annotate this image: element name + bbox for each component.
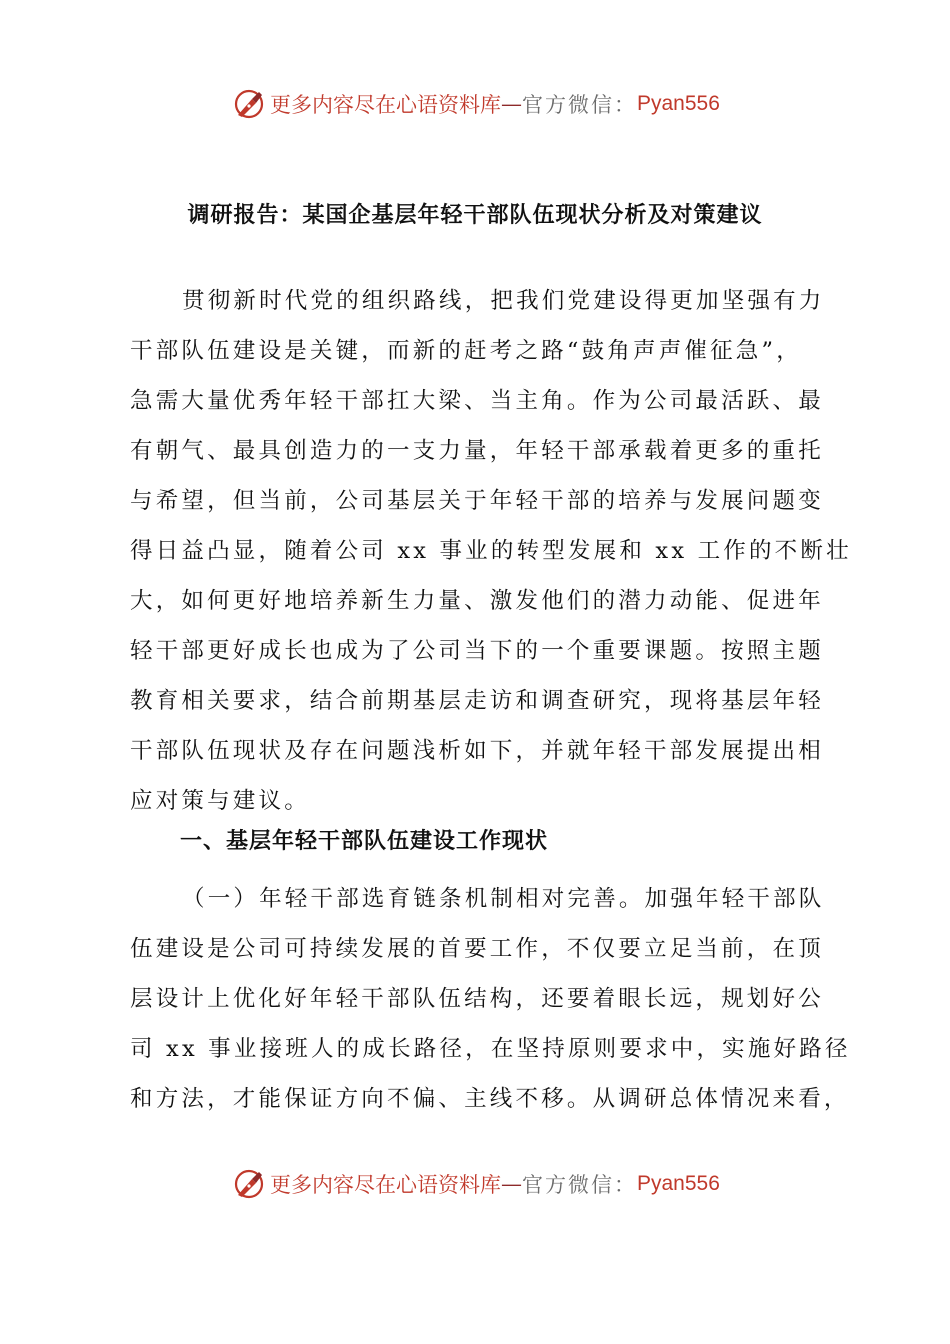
paragraph-line: 层设计上优化好年轻干部队伍结构，还要着眼长远，规划好公 bbox=[130, 986, 824, 1012]
banner-main-text: 更多内容尽在心语资料库 bbox=[270, 93, 501, 117]
header-banner bbox=[232, 82, 720, 126]
paragraph-line: 和方法，才能保证方向不偏、主线不移。从调研总体情况来看， bbox=[130, 1086, 850, 1112]
paragraph-line: 伍建设是公司可持续发展的首要工作，不仅要立足当前，在顶 bbox=[130, 936, 824, 962]
banner-label: 官方微信： bbox=[522, 1173, 637, 1197]
banner-main-text: 更多内容尽在心语资料库 bbox=[270, 1173, 501, 1197]
document-title: 调研报告：某国企基层年轻干部队伍现状分析及对策建议 bbox=[187, 202, 763, 228]
pen-logo-icon bbox=[232, 1167, 266, 1201]
banner-label: 官方微信： bbox=[522, 93, 637, 117]
paragraph-line: 大，如何更好地培养新生力量、激发他们的潜力动能、促进年 bbox=[130, 588, 824, 614]
footer-banner bbox=[232, 1162, 720, 1206]
paragraph-line: 干部队伍现状及存在问题浅析如下，并就年轻干部发展提出相 bbox=[130, 738, 824, 764]
banner-separator: — bbox=[501, 1172, 522, 1196]
paragraph-line: （一）年轻干部选育链条机制相对完善。加强年轻干部队 bbox=[182, 886, 825, 912]
paragraph-line: 干部队伍建设是关键，而新的赶考之路“鼓角声声催征急”， bbox=[130, 338, 802, 364]
paragraph-line: 轻干部更好成长也成为了公司当下的一个重要课题。按照主题 bbox=[130, 638, 824, 664]
pen-logo-icon bbox=[232, 87, 266, 121]
intro-paragraph bbox=[130, 276, 852, 826]
banner-separator: — bbox=[501, 92, 522, 116]
paragraph-line: 贯彻新时代党的组织路线，把我们党建设得更加坚强有力 bbox=[182, 288, 825, 314]
banner-wechat-id: Pyan556 bbox=[637, 1172, 720, 1195]
paragraph-line: 得日益凸显，随着公司 xx 事业的转型发展和 xx 工作的不断壮 bbox=[130, 538, 852, 564]
paragraph-line: 教育相关要求，结合前期基层走访和调查研究，现将基层年轻 bbox=[130, 688, 824, 714]
section-paragraph bbox=[130, 874, 851, 1124]
banner-wechat-id: Pyan556 bbox=[637, 92, 720, 115]
paragraph-line: 应对策与建议。 bbox=[130, 788, 310, 814]
paragraph-line: 有朝气、最具创造力的一支力量，年轻干部承载着更多的重托 bbox=[130, 438, 824, 464]
paragraph-line: 与希望，但当前，公司基层关于年轻干部的培养与发展问题变 bbox=[130, 488, 824, 514]
section-heading: 一、基层年轻干部队伍建设工作现状 bbox=[180, 828, 549, 854]
paragraph-line: 急需大量优秀年轻干部扛大梁、当主角。作为公司最活跃、最 bbox=[130, 388, 824, 414]
paragraph-line: 司 xx 事业接班人的成长路径，在坚持原则要求中，实施好路径 bbox=[130, 1036, 851, 1062]
